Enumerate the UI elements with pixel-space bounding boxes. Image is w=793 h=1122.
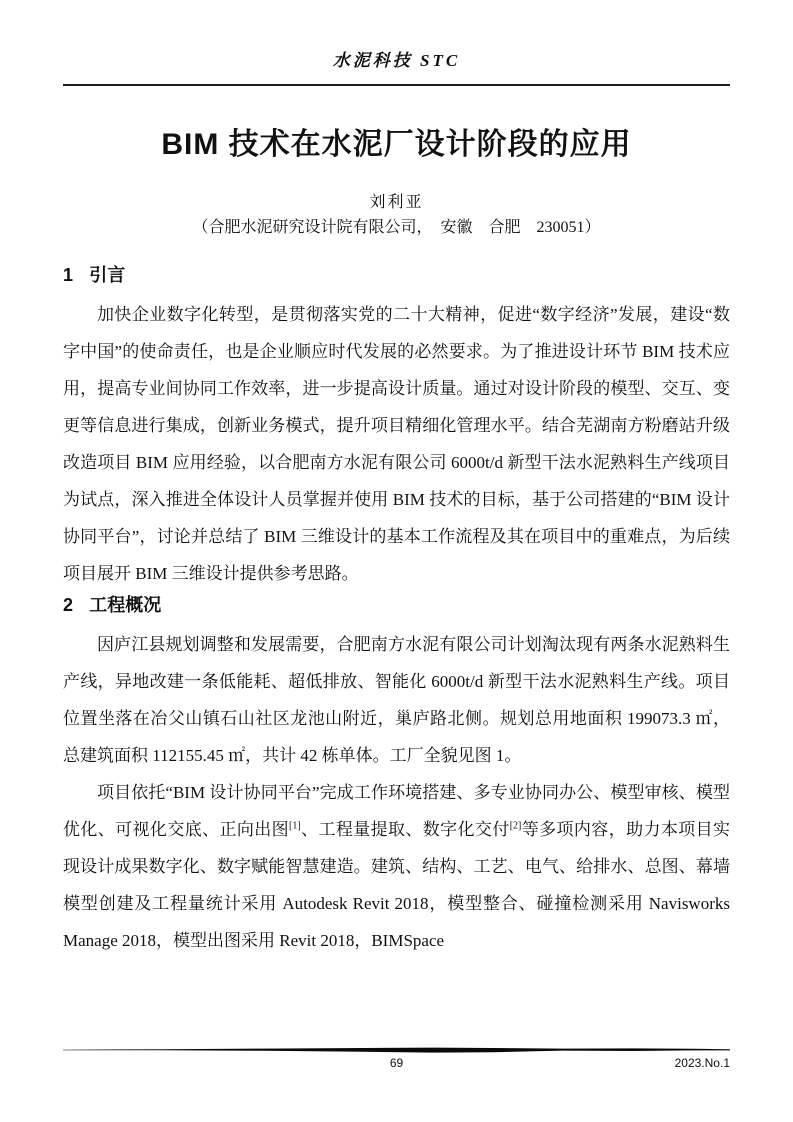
issue-label: 2023.No.1 <box>674 1056 730 1070</box>
text-segment: 等多项内容，助力本项目实现设计成果数字化、数字赋能智慧建造。建筑、结构、工艺、电气、给排水、总图、幕墙模型创建及工程量统计采用 Autodesk Revit 2018，模型整合、碰撞检测采用 Navisworks Manage 2018，模型出图采用 Revit 2018，BIMSpace <box>63 820 731 950</box>
section-number: 1 <box>63 265 74 285</box>
text-segment: 因庐江县规划调整和发展需要，合肥南方水泥有限公司计划淘汰现有两条水泥熟料生产线，异地改建一条低能耗、超低排放、智能化 6000t/d 新型干法水泥熟料生产线。项目位置坐落在冶父山镇石山社区龙池山附近，巢庐路北侧。规划总用地面积 199073.3 ㎡，总建筑面积 112155.45 ㎡，共计 42 栋单体。工厂全貌见图 1。 <box>63 635 730 765</box>
article-affiliation: （合肥水泥研究设计院有限公司， 安徽 合肥 230051） <box>192 219 601 236</box>
section-title: 工程概况 <box>89 595 162 615</box>
article-title: BIM 技术在水泥厂设计阶段的应用 <box>161 128 632 161</box>
footer-rule <box>63 1046 730 1054</box>
journal-title: 水泥科技 STC <box>332 51 461 70</box>
section-heading-project-overview <box>63 592 730 618</box>
text-segment: 、工程量提取、数字化交付 <box>300 820 510 839</box>
paragraph-introduction <box>63 296 730 592</box>
text-segment: 项目依托“BIM 设计协同平台”完成工作环境搭建、多专业协同办公、模型审核、模型优化、可视化交底、正向出图 <box>63 783 730 839</box>
section-number: 2 <box>63 595 74 615</box>
page-footer <box>63 1046 730 1071</box>
paragraph-bim-platform <box>63 774 730 959</box>
footnote-ref: [1] <box>289 820 301 832</box>
article-author: 刘利亚 <box>369 194 424 211</box>
footnote-ref: [2] <box>509 820 522 832</box>
section-heading-introduction <box>63 262 730 288</box>
header-rule <box>63 84 730 86</box>
paragraph-project-overview <box>63 626 730 774</box>
footer-row <box>63 1055 730 1071</box>
section-title: 引言 <box>89 265 126 285</box>
page-number: 69 <box>389 1056 404 1070</box>
text-segment: 加快企业数字化转型，是贯彻落实党的二十大精神，促进“数字经济”发展，建设“数字中国”的使命责任，也是企业顺应时代发展的必然要求。为了推进设计环节 BIM 技术应用，提高专业间协同工作效率，进一步提高设计质量。通过对设计阶段的模型、交互、变更等信息进行集成，创新业务模式，提升项目精细化管理水平。结合芜湖南方粉磨站升级改造项目 BIM 应用经验，以合肥南方水泥有限公司 6000t/d 新型干法水泥熟料生产线项目为试点，深入推进全体设计人员掌握并使用 BIM 技术的目标，基于公司搭建的“BIM 设计协同平台”，讨论并总结了 BIM 三维设计的基本工作流程及其在项目中的重难点，为后续项目展开 BIM 三维设计提供参考思路。 <box>63 305 730 583</box>
